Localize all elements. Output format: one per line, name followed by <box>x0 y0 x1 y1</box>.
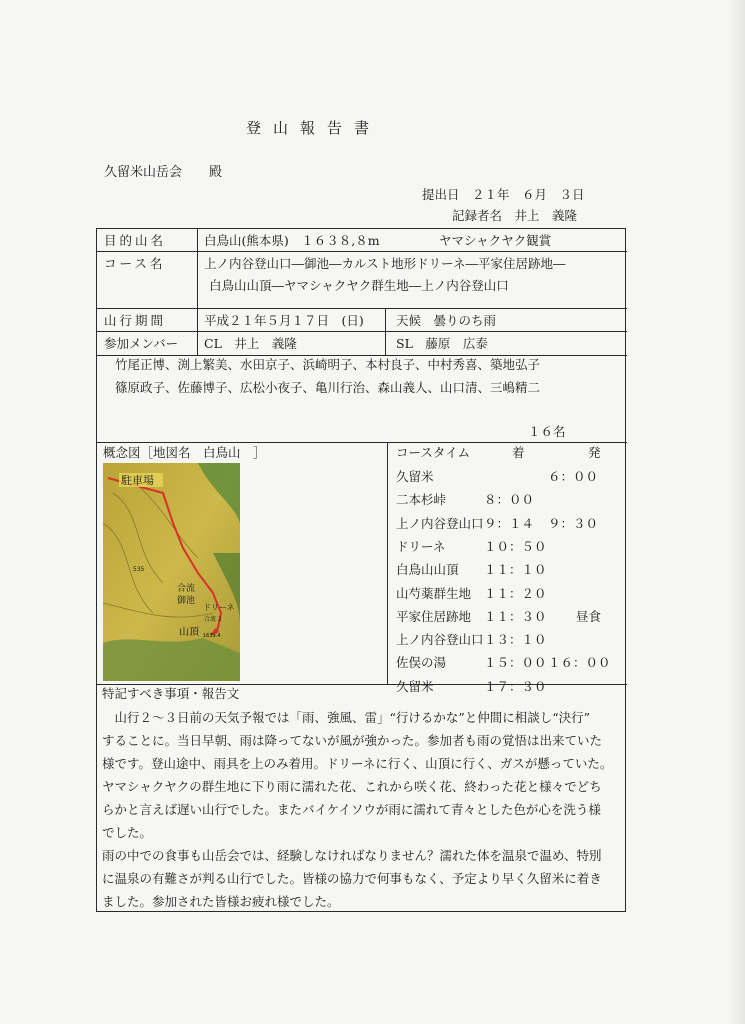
course-time-arrive: １５：００ <box>484 655 547 671</box>
course-time-place: 久留米 <box>396 678 434 694</box>
member-count: １６名 <box>528 424 566 439</box>
course-line-2: 白鳥山山頂―ヤマシャクヤク群生地―上ノ内谷登山口 <box>209 278 509 293</box>
leader-cl: CL 井上 義隆 <box>204 336 297 351</box>
report-line: ヤマシャクヤクの群生地に下り雨に濡れた花、これから咲く花、終わった花と様々でどち <box>102 779 602 794</box>
members-line-2: 篠原政子、佐藤博子、広松小夜子、亀川行治、森山義人、山口清、三嶋精二 <box>115 380 541 395</box>
course-time-depart: ９：３０ <box>548 515 599 531</box>
row-divider <box>97 355 627 356</box>
course-time-place: 上ノ内谷登山口 <box>396 632 484 648</box>
course-line-1: 上ノ内谷登山口―御池―カルスト地形ドリーネ―平家住居跡地― <box>204 256 566 271</box>
submit-date: 提出日 ２１年 ６月 ３日 <box>422 187 585 202</box>
column-divider <box>387 442 388 684</box>
route-map-image <box>103 463 240 681</box>
map-label-confluence-2: 合流 2 <box>204 616 222 623</box>
report-line: に温泉の有難さが判る山行でした。皆様の協力で何事もなく、予定より早く久留米に着き <box>102 871 602 886</box>
course-time-arrive: １１：２０ <box>484 585 547 601</box>
course-time-depart: １６：００ <box>548 655 611 671</box>
course-time-place: 二本杉峠 <box>396 492 447 508</box>
map-label-parking: 駐車場 <box>121 474 154 487</box>
course-time-place: 久留米 <box>396 469 434 484</box>
map-label-confluence: 合流 <box>177 584 196 594</box>
recorder-name: 記録者名 井上 義隆 <box>452 208 578 223</box>
course-label: コース名 <box>104 256 166 271</box>
report-label: 特記すべき事項・報告文 <box>102 686 240 701</box>
course-time-place: 佐俣の湯 <box>396 655 447 671</box>
course-time-note: 昼食 <box>576 608 602 624</box>
course-time-arrive: ８：００ <box>484 492 535 508</box>
map-label: 概念図［地図名 白鳥山 ］ <box>103 445 266 460</box>
mountain-label: 目的山名 <box>104 233 167 248</box>
report-line: 様です。登山途中、雨具を上のみ着用。ドリーネに行く、山頂に行く、ガスが懸っていた。 <box>102 756 613 771</box>
page-edge-shadow <box>727 0 745 1024</box>
course-time-arrive: １３：１０ <box>484 632 547 648</box>
page-title: 登山報告書 <box>246 119 382 137</box>
report-line: することに。当日早朝、雨は降ってないが風が強かった。参加者も雨の覚悟は出来ていた <box>102 733 603 748</box>
report-line: でした。 <box>102 825 153 840</box>
report-line: 雨の中での食事も山岳会では、経験しなければなりません？濡れた体を温泉で温め、特別 <box>102 848 602 863</box>
addressee: 久留米山岳会 <box>104 165 183 180</box>
course-time-depart: ６：００ <box>548 469 599 484</box>
course-time-depart-header: 発 <box>588 445 601 460</box>
map-label-elevation: 535 <box>133 566 145 573</box>
report-line: 山行２～３日前の天気予報では「雨、強風、雷」“行けるかな”と仲間に相談し“決行” <box>102 710 591 725</box>
row-divider <box>97 251 627 252</box>
map-label-doline: ドリーネ <box>203 603 235 612</box>
row-divider <box>97 331 627 332</box>
members-line-1: 竹尾正博、渕上繁美、水田京子、浜崎明子、本村良子、中村秀喜、築地弘子 <box>115 357 541 372</box>
map-label-pond: 御池 <box>177 596 196 606</box>
summit-marker <box>214 629 219 634</box>
course-time-place: 平家住居跡地 <box>396 608 472 624</box>
period-label: 山行期間 <box>104 313 167 328</box>
mountain-purpose: ヤマシャクヤク観賞 <box>439 233 552 248</box>
course-time-place: 山芍薬群生地 <box>396 585 472 601</box>
period-value: 平成２１年５月１７日 (日) <box>204 313 364 328</box>
weather-value: 天候 曇りのち雨 <box>396 313 497 328</box>
report-line: ました。参加された皆様お疲れ様でした。 <box>102 894 340 909</box>
course-time-place: ドリーネ <box>396 538 446 554</box>
course-time-arrive: １０：５０ <box>484 538 547 554</box>
mountain-value: 白鳥山(熊本県) １６３８,８m <box>204 233 380 248</box>
addressee-suffix: 殿 <box>209 165 223 180</box>
label-column-divider <box>197 229 198 355</box>
course-time-place: 白鳥山山頂 <box>396 562 459 578</box>
map-label-summit: 山頂 <box>179 627 199 638</box>
row-divider <box>97 684 627 685</box>
course-time-arrive-header: 着 <box>512 445 525 460</box>
map-label-summit-elevation: 1639.4 <box>203 633 221 639</box>
route-map <box>103 463 240 681</box>
members-label: 参加メンバー <box>104 336 179 351</box>
course-time-arrive: ９：１４ <box>484 515 535 531</box>
row-divider <box>97 308 627 309</box>
course-time-place: 上ノ内谷登山口 <box>396 515 484 531</box>
course-time-arrive: １１：３０ <box>484 608 547 624</box>
row-divider <box>97 442 627 443</box>
leader-sl: SL 藤原 広泰 <box>396 336 488 351</box>
course-time-arrive: １１：１０ <box>484 562 547 578</box>
report-line: らかと言えば遅い山行でした。またバイケイソウが雨に濡れて青々とした色が心を洗う様 <box>102 802 601 817</box>
course-time-label: コースタイム <box>396 445 471 460</box>
course-time-arrive: １７：３０ <box>484 678 547 694</box>
column-divider <box>385 308 386 355</box>
